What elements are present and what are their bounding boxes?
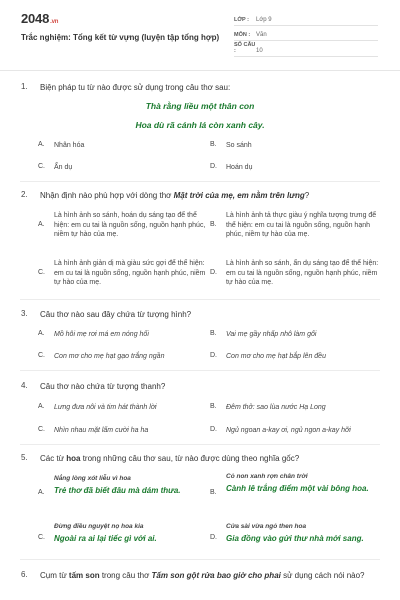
option-verse-line: Trẻ thơ đã biết đâu mà dám thưa. — [54, 486, 181, 495]
option-b[interactable] — [210, 330, 316, 340]
question-text — [40, 190, 380, 201]
meta-value: Lớp 9 — [256, 16, 272, 23]
question-text-post: ? — [304, 191, 310, 200]
question-text-keyword: hoa — [66, 454, 81, 463]
question-number: 3. — [21, 309, 28, 318]
option-text: So sánh — [226, 142, 252, 149]
option-text: Lưng đưa nôi và tim hát thành lời — [54, 404, 157, 411]
option-text: Con mơ cho mẹ hạt gạo trắng ngần — [54, 353, 165, 360]
option-text: Hoán dụ — [226, 164, 253, 171]
option-letter: D. — [210, 163, 217, 170]
quiz-meta — [234, 10, 378, 57]
option-b[interactable] — [210, 211, 382, 240]
site-logo[interactable] — [21, 11, 58, 26]
option-d[interactable] — [210, 523, 382, 544]
option-letter: C. — [38, 534, 45, 541]
option-text: Mồ hôi mẹ rơi má em nóng hổi — [54, 331, 149, 338]
question-divider — [20, 559, 380, 560]
option-letter: D. — [210, 534, 217, 541]
option-verse-line: Gia đồng vào gửi thư nhà mới sang. — [226, 534, 364, 543]
question-text-quote: Mặt trời của mẹ, em nằm trên lưng — [173, 191, 305, 200]
option-d[interactable] — [210, 352, 326, 362]
quiz-title: Trắc nghiệm: Tổng kết từ vựng (luyện tập tổng hợp) — [21, 33, 220, 42]
question-number: 2. — [21, 190, 28, 199]
option-verse-line: Cành lê trắng điểm một vài bông hoa. — [226, 484, 369, 493]
option-c[interactable] — [38, 523, 208, 544]
question-text-post: trong những câu thơ sau, từ nào được dùng theo nghĩa gốc? — [80, 454, 300, 463]
meta-value: Văn — [256, 32, 267, 38]
meta-row-class — [234, 10, 378, 26]
poem-line: Thà rằng liều một thân con — [145, 101, 255, 111]
poem-line: Hoa dù rã cánh lá còn xanh cây. — [135, 120, 265, 130]
option-d[interactable] — [210, 259, 382, 288]
option-letter: C. — [38, 163, 45, 170]
question-text-pre: Nhận định nào phù hợp với dòng thơ — [40, 191, 174, 200]
option-verse-line: Đừng điều nguyệt nọ hoa kia — [54, 523, 144, 530]
question-number: 1. — [21, 82, 28, 91]
question-text-quote: Tấm son gột rửa bao giờ cho phai — [151, 571, 281, 580]
question-text: Câu thơ nào sau đây chứa từ tượng hình? — [40, 310, 192, 319]
question-text-keyword: tấm son — [68, 571, 100, 580]
option-verse-line: Cỏ non xanh rợn chân trời — [226, 473, 308, 480]
option-letter: A. — [38, 220, 45, 228]
question-divider — [20, 370, 380, 371]
question-number: 6. — [21, 570, 28, 579]
option-verse-line: Nắng lòng xót liễu vì hoa — [54, 475, 131, 482]
option-text: Là hình ảnh giản dị mà giàu sức gợi để thể hiện: em cu tai là nguồn sống, nguồn hạnh phúc, niềm tự hào của mẹ. — [54, 260, 206, 286]
question-divider — [20, 181, 380, 182]
logo-main: 2048 — [21, 11, 50, 26]
option-letter: A. — [38, 489, 45, 496]
option-c[interactable] — [38, 426, 148, 436]
option-b[interactable] — [210, 403, 326, 413]
question-text-mid: trong câu thơ — [99, 571, 152, 580]
option-text: Ngủ ngoan a-kay ơi, ngủ ngon a-kay hỡi — [226, 427, 351, 434]
option-a[interactable] — [38, 403, 157, 413]
option-text: Con mơ cho mẹ hạt bắp lên đều — [226, 353, 326, 360]
option-text: Là hình ảnh so sánh, ẩn dụ sáng tạo để thể hiện: em cu tai là nguồn sống, nguồn hạnh phúc, niềm tự hào của mẹ. — [226, 260, 379, 286]
option-letter: A. — [38, 141, 45, 148]
option-letter: A. — [38, 330, 45, 337]
quiz-header — [0, 0, 400, 66]
option-letter: C. — [38, 426, 45, 433]
meta-row-subject — [234, 26, 378, 42]
option-a[interactable] — [38, 330, 149, 340]
option-letter: B. — [210, 489, 217, 496]
option-verse-line: Ngoài ra ai lại tiếc gì với ai. — [54, 534, 157, 543]
option-letter: A. — [38, 403, 45, 410]
meta-label: SỐ CÂU : — [234, 41, 256, 54]
option-letter: B. — [210, 403, 217, 410]
option-b[interactable] — [210, 473, 382, 494]
question-number: 5. — [21, 453, 28, 462]
meta-label: MÔN : — [234, 32, 251, 38]
option-letter: D. — [210, 426, 217, 433]
option-letter: B. — [210, 330, 217, 337]
option-verse-line: Cửa sài vừa ngỏ then hoa — [226, 523, 307, 530]
question-text — [40, 570, 380, 581]
option-letter: C. — [38, 352, 45, 359]
question-divider — [20, 299, 380, 300]
logo-suffix: .vn — [50, 19, 59, 25]
question-text-post: sử dụng cách nói nào? — [280, 571, 365, 580]
question-text: Biện pháp tu từ nào được sử dụng trong câu thơ sau: — [40, 83, 231, 92]
option-c[interactable] — [38, 259, 208, 288]
option-letter: B. — [210, 220, 217, 228]
option-d[interactable] — [210, 426, 351, 436]
option-text: Nhân hóa — [54, 142, 85, 149]
option-letter: D. — [210, 352, 217, 359]
option-letter: B. — [210, 141, 217, 148]
option-letter: C. — [38, 268, 45, 276]
option-d[interactable] — [210, 163, 252, 173]
question-number: 4. — [21, 381, 28, 390]
question-text-pre: Các từ — [40, 454, 67, 463]
question-text: Câu thơ nào chứa từ tượng thanh? — [40, 382, 166, 391]
question-text-pre: Cụm từ — [40, 571, 69, 580]
option-a[interactable] — [38, 141, 84, 151]
meta-value: 10 — [256, 47, 263, 54]
option-c[interactable] — [38, 352, 164, 362]
option-a[interactable] — [38, 475, 208, 496]
option-b[interactable] — [210, 141, 252, 151]
option-text: Đêm thở: sao lùa nước Hạ Long — [226, 404, 326, 411]
option-text: Là hình ảnh tả thực giàu ý nghĩa tượng trưng để thể hiện: em cu tai là nguồn sống, nguồn hạnh phúc, niềm tự hào của mẹ. — [226, 212, 377, 238]
question-text — [40, 453, 380, 464]
header-divider — [0, 70, 400, 71]
option-letter: D. — [210, 268, 217, 276]
option-text: Vai mẹ gầy nhấp nhô làm gối — [226, 331, 317, 338]
option-text: Là hình ảnh so sánh, hoán dụ sáng tạo để thể hiện: em cu tai là nguồn sống, nguồn hạnh phúc, niềm tự hào của mẹ. — [54, 212, 206, 238]
meta-row-count — [234, 41, 378, 57]
option-text: Nhìn nhau mặt lấm cười ha ha — [54, 427, 149, 434]
option-a[interactable] — [38, 211, 208, 240]
option-text: Ẩn dụ — [54, 164, 73, 171]
question-divider — [20, 444, 380, 445]
option-c[interactable] — [38, 163, 72, 173]
meta-label: LỚP : — [234, 16, 249, 23]
